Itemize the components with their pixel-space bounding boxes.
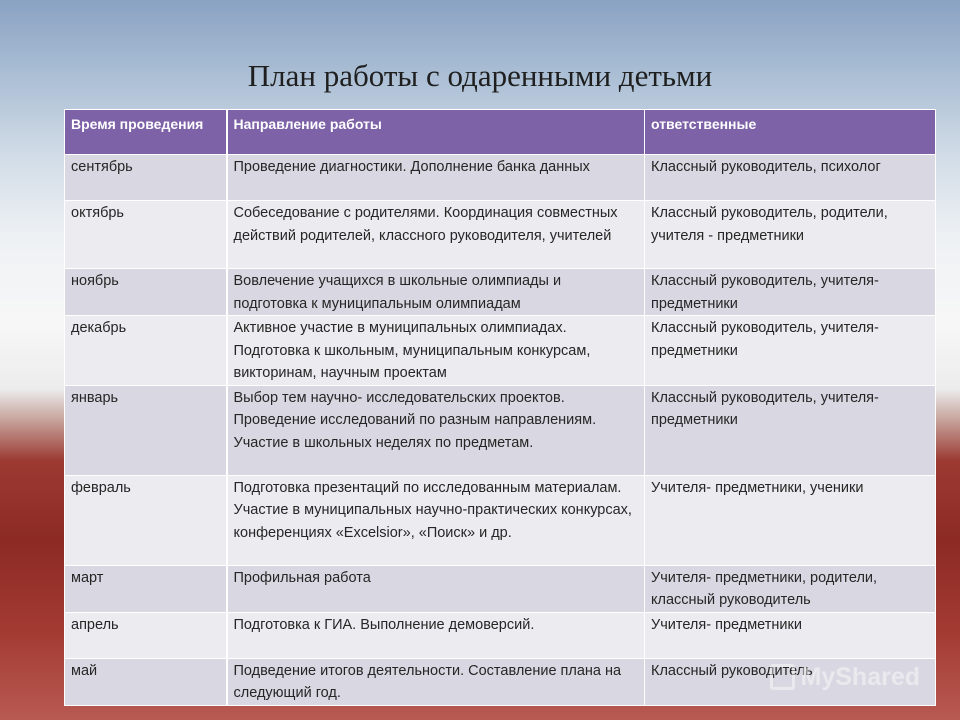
cell-responsible: Учителя- предметники	[645, 612, 936, 658]
cell-direction: Проведение диагностики. Дополнение банка данных	[227, 155, 645, 201]
cell-responsible: Классный руководитель, психолог	[645, 155, 936, 201]
work-plan-table	[64, 109, 936, 706]
table-row	[65, 612, 936, 658]
cell-direction: Профильная работа	[227, 565, 645, 612]
watermark	[770, 657, 920, 697]
cell-direction: Подведение итогов деятельности. Составление плана на следующий год.	[227, 658, 645, 705]
cell-direction: Вовлечение учащихся в школьные олимпиады и подготовка к муниципальным олимпиадам	[227, 269, 645, 316]
cell-responsible: Классный руководитель, учителя-предметники	[645, 316, 936, 386]
cell-direction: Подготовка презентаций по исследованным материалам. Участие в муниципальных научно-практических конкурсах, конференциях «Excelsior», «Поиск» и др.	[227, 475, 645, 565]
cell-month: апрель	[65, 612, 227, 658]
table-row	[65, 316, 936, 386]
cell-month: январь	[65, 385, 227, 475]
cell-responsible: Классный руководитель	[645, 658, 936, 705]
cell-direction: Выбор тем научно- исследовательских проектов. Проведение исследований по разным направлениям. Участие в школьных неделях по предметам.	[227, 385, 645, 475]
table-row	[65, 385, 936, 475]
header-time: Время проведения	[65, 110, 227, 155]
table-row	[65, 475, 936, 565]
cell-month: октябрь	[65, 201, 227, 269]
cell-month: март	[65, 565, 227, 612]
cell-responsible: Классный руководитель, родители, учителя - предметники	[645, 201, 936, 269]
cell-responsible: Классный руководитель, учителя-предметники	[645, 385, 936, 475]
table-row	[65, 565, 936, 612]
page-title: План работы с одаренными детьми	[247, 58, 713, 93]
cell-month: декабрь	[65, 316, 227, 386]
header-direction: Направление работы	[227, 110, 645, 155]
table-row	[65, 269, 936, 316]
cell-month: май	[65, 658, 227, 705]
cell-month: ноябрь	[65, 269, 227, 316]
cell-responsible: Учителя- предметники, родители, классный руководитель	[645, 565, 936, 612]
table-header-row	[65, 110, 936, 155]
watermark-logo-icon	[770, 664, 795, 690]
cell-month: февраль	[65, 475, 227, 565]
cell-direction: Подготовка к ГИА. Выполнение демоверсий.	[227, 612, 645, 658]
table-row	[65, 155, 936, 201]
cell-month: сентябрь	[65, 155, 227, 201]
cell-responsible: Учителя- предметники, ученики	[645, 475, 936, 565]
watermark-text: MyShared	[800, 662, 920, 691]
header-responsible: ответственные	[645, 110, 936, 155]
cell-direction: Собеседование с родителями. Координация совместных действий родителей, классного руководителя, учителей	[227, 201, 645, 269]
table-row	[65, 201, 936, 269]
cell-direction: Активное участие в муниципальных олимпиадах. Подготовка к школьным, муниципальным конкурсам, викторинам, научным проектам	[227, 316, 645, 386]
cell-responsible: Классный руководитель, учителя-предметники	[645, 269, 936, 316]
